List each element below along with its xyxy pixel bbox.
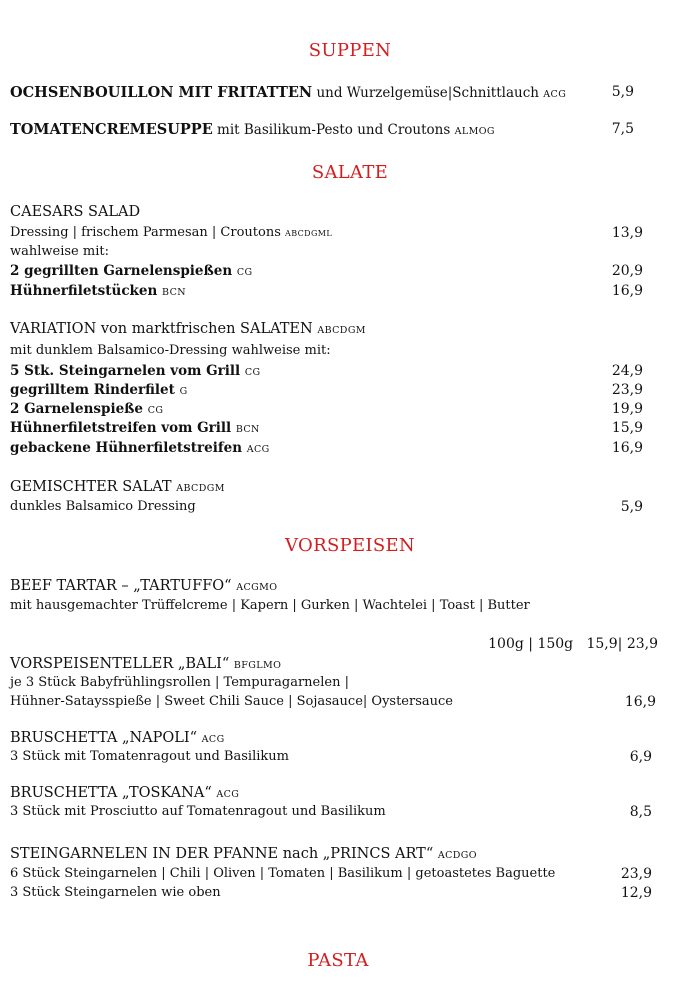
gemischt-title: GEMISCHTER SALAT: [10, 479, 177, 495]
tartar-price-line: 100g | 150g 15,9| 23,9: [488, 636, 658, 652]
item-title: [10, 846, 477, 862]
item-price: 5,9: [620, 499, 643, 515]
item-price: 24,9: [611, 363, 643, 379]
allergen-code: ACGMO: [236, 582, 278, 593]
item-desc: mit dunklem Balsamico-Dressing wahlweise mit:: [10, 343, 331, 358]
option-line: [10, 382, 188, 398]
item-title: [10, 321, 366, 337]
allergen-code: CG: [147, 405, 164, 416]
item-price: 15,9: [611, 420, 643, 436]
item-price: 23,9: [620, 866, 652, 882]
item-desc: 3 Stück mit Prosciutto auf Tomatenragout und Basilikum: [10, 804, 386, 819]
steingarnelen-title: STEINGARNELEN IN DER PFANNE nach „PRINCS ART“: [10, 846, 438, 862]
item-name: OCHSENBOUILLON MIT FRITATTEN: [10, 84, 313, 101]
item-desc: und Wurzelgemüse|Schnittlauch: [312, 85, 544, 101]
option-name: gebackene Hühnerfiletstreifen: [10, 440, 247, 456]
option-line: [10, 263, 253, 279]
item-desc: wahlweise mit:: [10, 244, 109, 259]
option-name: Hühnerfiletstücken: [10, 283, 163, 299]
item-title: [10, 204, 140, 220]
item-price: 7,5: [611, 121, 634, 137]
allergen-code: ALMOG: [454, 126, 495, 137]
option-name: 5 Stk. Steingarnelen vom Grill: [10, 363, 245, 379]
napoli-title: BRUSCHETTA „NAPOLI“: [10, 730, 202, 746]
menu-item-ochsenbouillon: [10, 84, 566, 101]
allergen-code: CG: [236, 267, 253, 278]
tartar-title: BEEF TARTAR – „TARTUFFO“: [10, 578, 237, 594]
item-title: [10, 730, 225, 746]
option-line: [10, 401, 163, 417]
item-price: 16,9: [624, 694, 656, 710]
option-name: 2 gegrillten Garnelenspießen: [10, 263, 237, 279]
item-title: [10, 578, 277, 594]
item-desc: mit hausgemachter Trüffelcreme | Kapern | Gurken | Wachtelei | Toast | Butter: [10, 598, 530, 613]
section-heading-salate: SALATE: [311, 162, 389, 183]
option-name: Hühnerfiletstreifen vom Grill: [10, 420, 236, 436]
allergen-code: ABCDGM: [317, 325, 366, 336]
item-desc: 3 Stück Steingarnelen wie oben: [10, 885, 221, 900]
allergen-code: ACG: [543, 89, 567, 100]
item-price: 23,9: [611, 382, 643, 398]
section-heading-suppen: SUPPEN: [308, 40, 392, 61]
item-title: [10, 656, 281, 672]
item-desc: Hühner-Sataysspieße | Sweet Chili Sauce | Sojasauce| Oystersauce: [10, 694, 453, 709]
option-line: [10, 420, 260, 436]
allergen-code: ACDGO: [437, 850, 477, 861]
item-name: TOMATENCREMESUPPE: [10, 121, 213, 138]
item-price: 12,9: [620, 885, 652, 901]
item-desc: dunkles Balsamico Dressing: [10, 499, 196, 514]
option-name: 2 Garnelenspieße: [10, 401, 148, 417]
bali-title: VORSPEISENTELLER „BALI“: [10, 656, 234, 672]
allergen-code: ABCDGML: [285, 229, 333, 238]
item-desc: 6 Stück Steingarnelen | Chili | Oliven | Tomaten | Basilikum | getoastetes Baguette: [10, 866, 556, 881]
option-line: [10, 363, 261, 379]
item-desc: mit Basilikum-Pesto und Croutons: [212, 122, 455, 138]
item-price: 19,9: [611, 401, 643, 417]
section-heading-pasta: PASTA: [307, 950, 369, 971]
toskana-title: BRUSCHETTA „TOSKANA“: [10, 785, 217, 801]
allergen-code: G: [179, 386, 188, 397]
allergen-code: CG: [244, 367, 261, 378]
menu-item-tomatencremesuppe: [10, 121, 495, 138]
allergen-code: BCN: [162, 287, 186, 298]
item-price: 20,9: [611, 263, 643, 279]
option-line: [10, 283, 186, 299]
section-heading-vorspeisen: VORSPEISEN: [285, 535, 415, 556]
allergen-code: ACG: [201, 734, 225, 745]
allergen-code: BCN: [235, 424, 260, 435]
item-price: 13,9: [611, 225, 643, 241]
item-desc: 3 Stück mit Tomatenragout und Basilikum: [10, 749, 289, 764]
variation-title: VARIATION von marktfrischen SALATEN: [10, 321, 318, 337]
item-price: 16,9: [611, 283, 643, 299]
item-title: [10, 479, 225, 495]
caesar-title: CAESARS SALAD: [10, 204, 141, 220]
allergen-code: ACG: [216, 789, 240, 800]
item-desc: je 3 Stück Babyfrühlingsrollen | Tempuragarnelen |: [10, 675, 349, 690]
allergen-code: ABCDGM: [176, 483, 225, 494]
allergen-code: BFGLMO: [233, 660, 282, 671]
option-line: [10, 440, 270, 456]
item-price: 5,9: [611, 84, 634, 100]
item-desc: [10, 225, 332, 240]
option-name: gegrilltem Rinderfilet: [10, 382, 180, 398]
item-price: 8,5: [629, 804, 652, 820]
allergen-code: ACG: [246, 444, 270, 455]
item-title: [10, 785, 239, 801]
item-price: 16,9: [611, 440, 643, 456]
item-price: 6,9: [629, 749, 652, 765]
caesar-line: Dressing | frischem Parmesan | Croutons: [10, 225, 286, 240]
